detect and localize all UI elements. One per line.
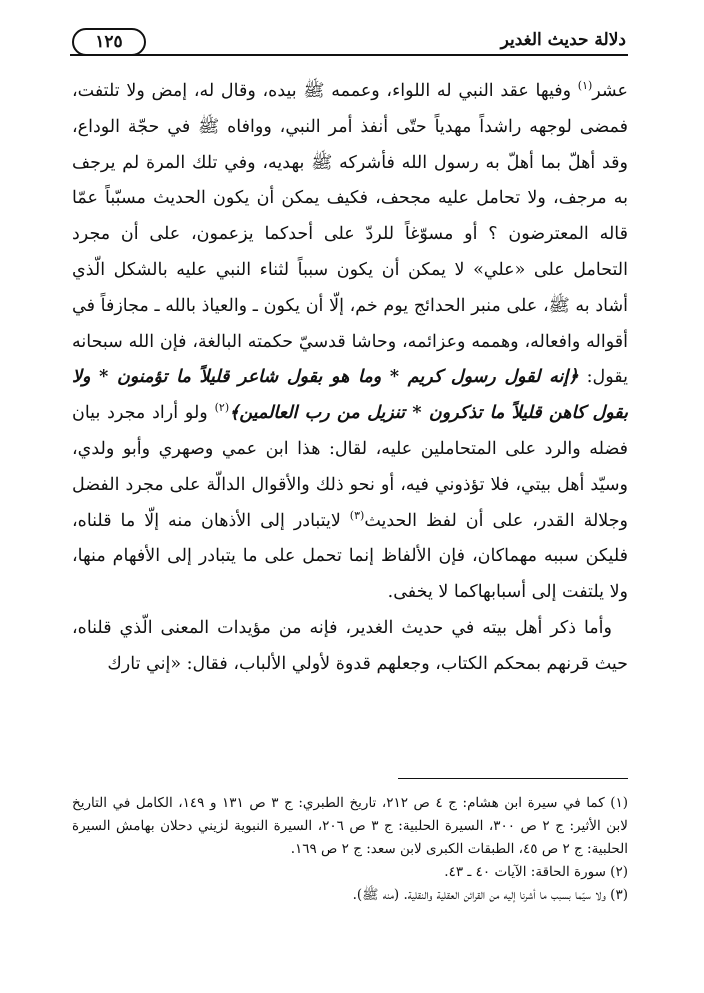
paragraph-1-text: وفيها عقد النبي له اللواء، وعممه ﷺ بيده، وقال له، إمض ولا تلتفت، فمضى لوجهه راشداً مهدياً حتّى أنفذ أمر النبي، ووافاه ﷺ في حجّة الوداع، وقد أهلّ بما أهلّ به رسول الله فأشركه ﷺ بهديه، وفي تلك المرة لم يرجف به مرجف، ولا تحامل عليه مجحف، فكيف يمكن أن يكون الحديث مسبّباً عمّا قاله المعترضون ؟ أو مسوّغاً للردّ على أحدكما يزعمون، على أن مجرد التحامل على «علي» لا يمكن أن يكون سبباً لثناء النبي عليه بالشكل الّذي أشاد به ﷺ، على منبر الحدائج يوم خم، إلّا أن يكون ـ والعياذ بالله ـ مجازفاً في أقواله وافعاله، وهممه وعزائمه، وحاشا قدسيّ حكمته البالغة، فإن الله سبحانه يقول: [72,81,629,388]
paragraph-2: وأما ذكر أهل بيته في حديث الغدير، فإنه من مؤيدات المعنى الّذي قلناه، حيث قرنهم بمحكم الكتاب، وجعلهم قدوة لأولي الألباب، فقال: «إني تارك [72,617,628,674]
quran-quote: ﴿إنه لقول رسول كريم * وما هو بقول شاعر قليلاً ما تؤمنون * ولا بقول كاهن قليلاً ما تذكرون * تنزيل من رب العالمين﴾ [72,367,629,424]
paragraph-1 [72,74,628,611]
paragraph-1-start: عشر [592,81,628,101]
body-text [72,74,628,683]
footnotes [72,792,628,907]
header-rule [70,54,628,56]
page-number: ١٢٥ [72,28,146,56]
footnote-ref-1: (١) [577,79,593,93]
footnote-ref-3: (٣) [349,508,365,522]
paragraph-1-continued: ولو أراد مجرد بيان فضله والرد على المتحاملين عليه، لقال: هذا ابن عمي وصهري وأبو ولدي، وسيّد أهل بيتي، فلا تؤذوني فيه، أو نحو ذلك والأقوال الدالّة على مجرد الفضل وجلالة القدر، على أن لفظ الحديث [72,403,628,531]
page-header [70,26,628,56]
footnote-2: (٢) سورة الحاقة: الآيات ٤٠ ـ ٤٣. [444,864,628,880]
footnote-1: (١) كما في سيرة ابن هشام: ج ٤ ص ٢١٢، تاريخ الطبري: ج ٣ ص ١٣١ و ١٤٩، الكامل في التاريخ لابن الأثير: ج ٢ ص ٣٠٠، السيرة الحلبية: ج ٣ ص ٢٠٦، السيرة النبوية لزيني دحلان بهامش السيرة الحلبية: ج ٢ ص ٤٥، الطبقات الكبرى لابن سعد: ج ٢ ص ١٦٩. [72,795,629,857]
footnote-ref-2: (٢) [214,401,230,415]
paragraph-1-end: لايتبادر إلى الأذهان منه إلّا ما قلناه، فليكن سببه مهماكان، فإن الألفاظ إنما تحمل على ما يتبادر إلى الأفهام منها، ولا يلتفت إلى أسبابهاكما لا يخفى. [72,510,628,603]
footnote-3: (٣) ولا سيّما بسبب ما أشرنا إليه من القرائن العقلية والنقلية. (منه ﷺ). [352,887,628,903]
footnote-separator [398,778,628,779]
running-title: دلالة حديث الغدير [500,30,626,50]
